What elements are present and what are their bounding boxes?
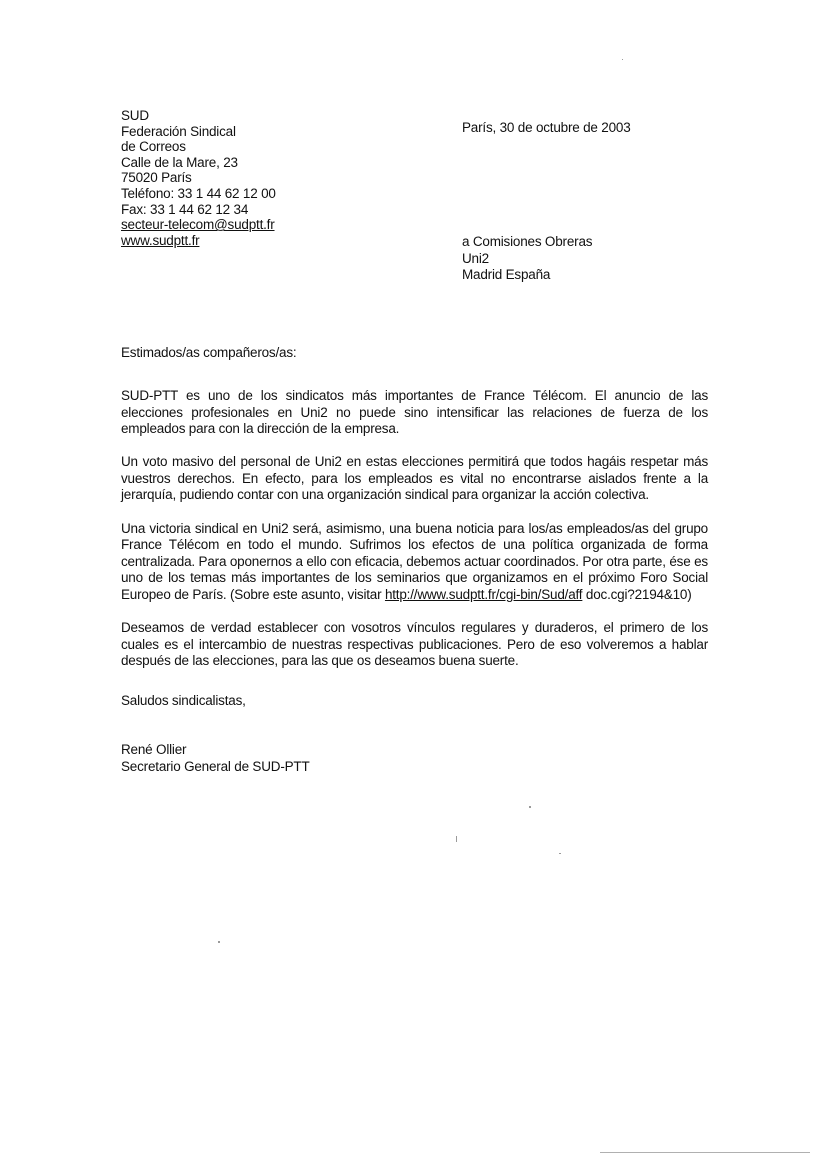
sender-email-link[interactable]: secteur-telecom@sudptt.fr	[121, 217, 275, 233]
scan-speck	[456, 836, 457, 842]
sender-address-block	[121, 108, 276, 248]
body-paragraph-2: Un voto masivo del personal de Uni2 en estas elecciones permitirá que todos hagáis respetar más vuestros derechos. En efecto, para los empleados es vital no encontrarse aislados frente a la jerarquía, pudiendo contar con una organización sindical para organizar la acción colectiva.	[121, 454, 708, 503]
sender-website-link[interactable]: www.sudptt.fr	[121, 232, 200, 248]
sender-street: Calle de la Mare, 23	[121, 154, 238, 170]
sender-fax: Fax: 33 1 44 62 12 34	[121, 201, 249, 217]
scan-speck	[529, 806, 531, 808]
closing: Saludos sindicalistas,	[121, 693, 246, 708]
recipient-line-3: Madrid España	[462, 267, 551, 282]
scan-speck	[559, 853, 561, 854]
sender-organization: SUD	[121, 108, 149, 123]
signature-block	[121, 742, 310, 775]
letter-body	[121, 388, 708, 686]
salutation: Estimados/as compañeros/as:	[121, 345, 297, 360]
letter-date: París, 30 de octubre de 2003	[462, 120, 631, 135]
body-paragraph-3-tail: doc.cgi?2194&10)	[582, 586, 692, 602]
body-paragraph-4: Deseamos de verdad establecer con vosotros vínculos regulares y duraderos, el primero de los cuales es el intercambio de nuestras respectivas publicaciones. Pero de eso volveremos a hablar después de las elecciones, para las que os deseamos buena suerte.	[121, 620, 708, 669]
body-paragraph-1: SUD-PTT es uno de los sindicatos más importantes de France Télécom. El anuncio de las elecciones profesionales en Uni2 no puede sino intensificar las relaciones de fuerza de los empleados para con la dirección de la empresa.	[121, 388, 708, 437]
sender-federation: Federación Sindical	[121, 123, 236, 139]
sender-federation-2: de Correos	[121, 139, 186, 155]
signature-title: Secretario General de SUD-PTT	[121, 758, 310, 774]
body-paragraph-3-text: Una victoria sindical en Uni2 será, asimismo, una buena noticia para los/as empleados/as del grupo France Télécom en todo el mundo. Sufrimos los efectos de una política organizada de forma centralizada. Para oponernos a ello con eficacia, debemos actuar coordinados. Por otra parte, ése es uno de los temas más importantes de los seminarios que organizamos en el próximo Foro Social Europeo de París. (Sobre este asunto, visitar	[121, 520, 708, 602]
sudptt-url-link[interactable]: http://www.sudptt.fr/cgi-bin/Sud/aff	[384, 586, 583, 602]
sender-city: 75020 París	[121, 170, 192, 186]
signature-name: René Ollier	[121, 742, 187, 757]
scan-speck	[218, 941, 220, 943]
body-paragraph-3	[121, 521, 708, 604]
recipient-line-1: a Comisiones Obreras	[462, 234, 593, 249]
recipient-line-2: Uni2	[462, 250, 489, 266]
scan-edge-line	[600, 1152, 810, 1153]
scan-speck	[622, 59, 623, 60]
sender-phone: Teléfono: 33 1 44 62 12 00	[121, 185, 276, 201]
recipient-address-block	[462, 234, 592, 284]
